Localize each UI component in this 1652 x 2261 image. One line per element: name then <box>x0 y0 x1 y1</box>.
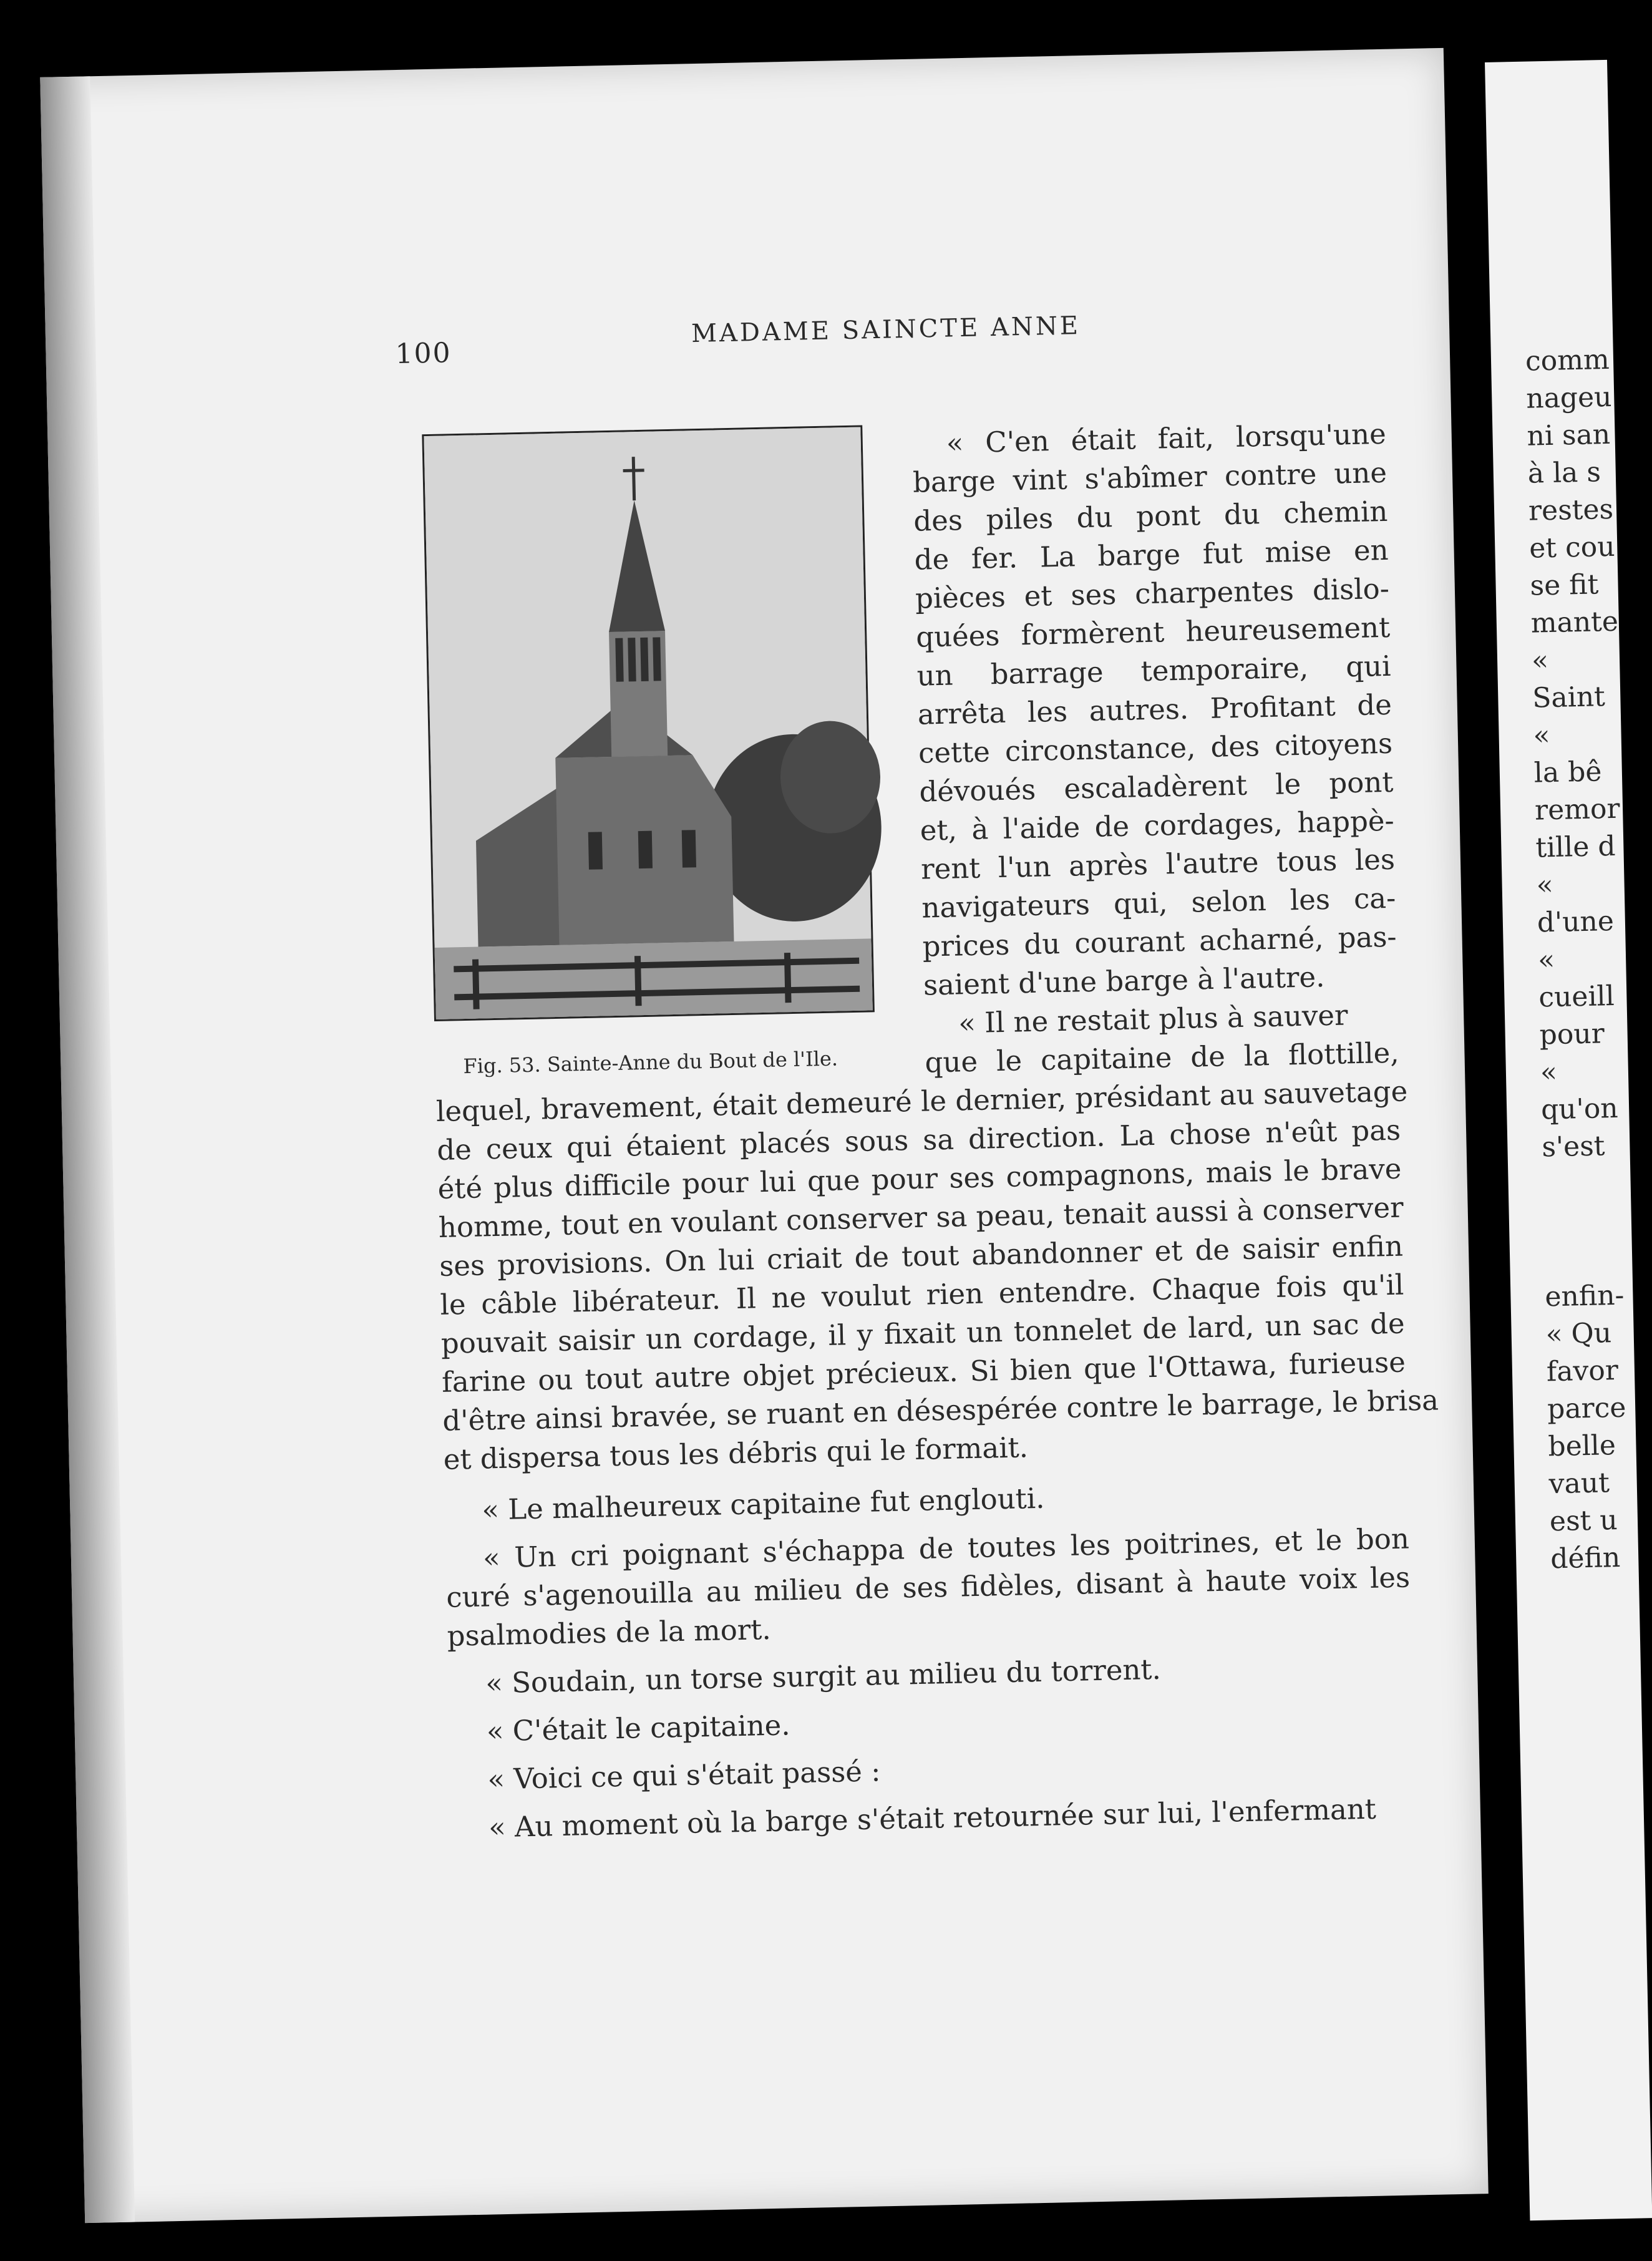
facing-page-line: « <box>1536 869 1554 902</box>
church-photograph <box>422 425 875 1021</box>
column-text-line: navigateurs qui, selon les ca- <box>921 881 1396 925</box>
facing-page-line: se fit <box>1530 568 1599 602</box>
column-text-line: et, à l'aide de cordages, happè- <box>920 804 1395 847</box>
facing-page-line: ni san <box>1527 418 1611 452</box>
facing-page-line: d'une <box>1537 905 1615 939</box>
column-text-line: prices du courant acharné, pas- <box>922 920 1397 963</box>
column-text-line: quées formèrent heureusement <box>915 610 1391 654</box>
column-text-line: pièces et ses charpentes dislo- <box>915 571 1390 615</box>
body-text-line: de ceux qui étaient placés sous sa direction. La chose n'eût pas <box>436 1113 1401 1167</box>
facing-page-line: belle <box>1547 1429 1616 1463</box>
paragraph-line: « C'était le capitaine. <box>486 1708 791 1748</box>
facing-page-line: et cou <box>1528 530 1616 565</box>
column-text-line: de fer. La barge fut mise en <box>914 533 1389 576</box>
paragraph-line: « Un cri poignant s'échappa de toutes les poitrines, et le bon <box>482 1522 1410 1575</box>
facing-page-line: enfin- <box>1544 1279 1625 1313</box>
paragraph-line: « Le malheureux capitaine fut englouti. <box>481 1481 1045 1527</box>
facing-page-line: « <box>1540 1056 1558 1089</box>
body-text-line: été plus difficile pour lui que pour ses compagnons, mais le brave <box>437 1152 1402 1205</box>
facing-page-line: défin <box>1550 1541 1621 1575</box>
column-text-line: des piles du pont du chemin <box>913 494 1388 538</box>
figure-caption: Fig. 53. Sainte-Anne du Bout de l'Ile. <box>463 1046 838 1079</box>
paragraph-line: « Au moment où la barge s'était retournée sur lui, l'enfermant <box>488 1792 1377 1844</box>
facing-page-line: tille d <box>1535 830 1616 864</box>
paragraph-line: psalmodies de la mort. <box>447 1612 772 1653</box>
facing-page-line: remor <box>1534 792 1620 827</box>
facing-page-line: à la s <box>1527 456 1601 490</box>
column-text-line: « C'en était fait, lorsqu'une <box>946 417 1387 460</box>
column-text-line: saient d'une barge à l'autre. <box>923 960 1325 1002</box>
body-text-line: lequel, bravement, était demeuré le dernier, présidant au sauvetage <box>435 1074 1408 1128</box>
facing-page-line: « <box>1533 719 1551 752</box>
body-text-line: d'être ainsi bravée, se ruant en désespérée contre le barrage, le brisa <box>442 1383 1439 1437</box>
facing-page <box>1485 60 1652 2220</box>
body-text-line: et dispersa tous les débris qui le formait. <box>443 1431 1029 1476</box>
figure <box>422 425 871 1079</box>
paragraph-line: « Soudain, un torse surgit au milieu du torrent. <box>485 1652 1162 1700</box>
facing-page-line <box>1544 1248 1632 1250</box>
page-number: 100 <box>395 337 452 371</box>
column-text-line: que le capitaine de la flottille, <box>925 1036 1399 1079</box>
column-text-line: dévoués escaladèrent le pont <box>918 765 1394 809</box>
column-text-line: cette circonstance, des citoyens <box>918 726 1393 770</box>
facing-page-line: vaut <box>1548 1467 1610 1500</box>
facing-page-line: la bê <box>1533 756 1602 789</box>
facing-page-line: favor <box>1546 1354 1619 1388</box>
running-head: MADAME SAINCTE ANNE <box>691 311 1081 349</box>
facing-page-line: restes <box>1528 493 1614 527</box>
body-text-line: farine ou tout autre objet précieux. Si bien que l'Ottawa, furieuse <box>441 1345 1406 1399</box>
facing-page-line: « <box>1537 943 1555 976</box>
facing-page-line: « Qu <box>1545 1317 1612 1351</box>
facing-page-line: « <box>1531 644 1549 677</box>
column-text-line: un barrage temporaire, qui <box>916 649 1392 693</box>
facing-page-line <box>1543 1192 1631 1194</box>
body-text-line: ses provisions. On lui criait de tout abandonner et de saisir enfin <box>439 1229 1404 1283</box>
facing-page-line: comm <box>1525 343 1610 377</box>
facing-page-line: parce <box>1547 1391 1626 1426</box>
body-text-line: homme, tout en voulant conserver sa peau, tenait aussi à conserver <box>438 1190 1404 1244</box>
paragraph-line: curé s'agenouilla au milieu de ses fidèles, disant à haute voix les <box>445 1560 1411 1614</box>
body-text-line: pouvait saisir un cordage, il y fixait un tonnelet de lard, un sac de <box>440 1306 1406 1360</box>
facing-page-line: nageu <box>1525 381 1612 415</box>
facing-page-line <box>1543 1220 1631 1222</box>
facing-page-line: s'est <box>1541 1130 1605 1164</box>
column-text-line: barge vint s'abîmer contre une <box>912 455 1387 499</box>
column-text-line: rent l'un après l'autre tous les <box>920 842 1396 886</box>
column-text-line: arrêta les autres. Profitant de <box>917 688 1392 731</box>
facing-page-line: est u <box>1549 1504 1618 1538</box>
church-illustration <box>424 427 872 1019</box>
facing-page-line: qu'on <box>1540 1092 1619 1126</box>
facing-page-line: mante <box>1530 605 1619 639</box>
facing-page-line: cueill <box>1538 980 1615 1014</box>
column-text-line: « Il ne restait plus à sauver <box>958 998 1349 1040</box>
spine-shadow <box>40 76 135 2223</box>
book-page <box>40 48 1489 2223</box>
facing-page-line: pour <box>1539 1018 1605 1051</box>
body-text-line: le câble libérateur. Il ne voulut rien entendre. Chaque fois qu'il <box>440 1268 1404 1321</box>
facing-page-line: Saint <box>1532 681 1606 714</box>
paragraph-line: « Voici ce qui s'était passé : <box>487 1754 881 1796</box>
